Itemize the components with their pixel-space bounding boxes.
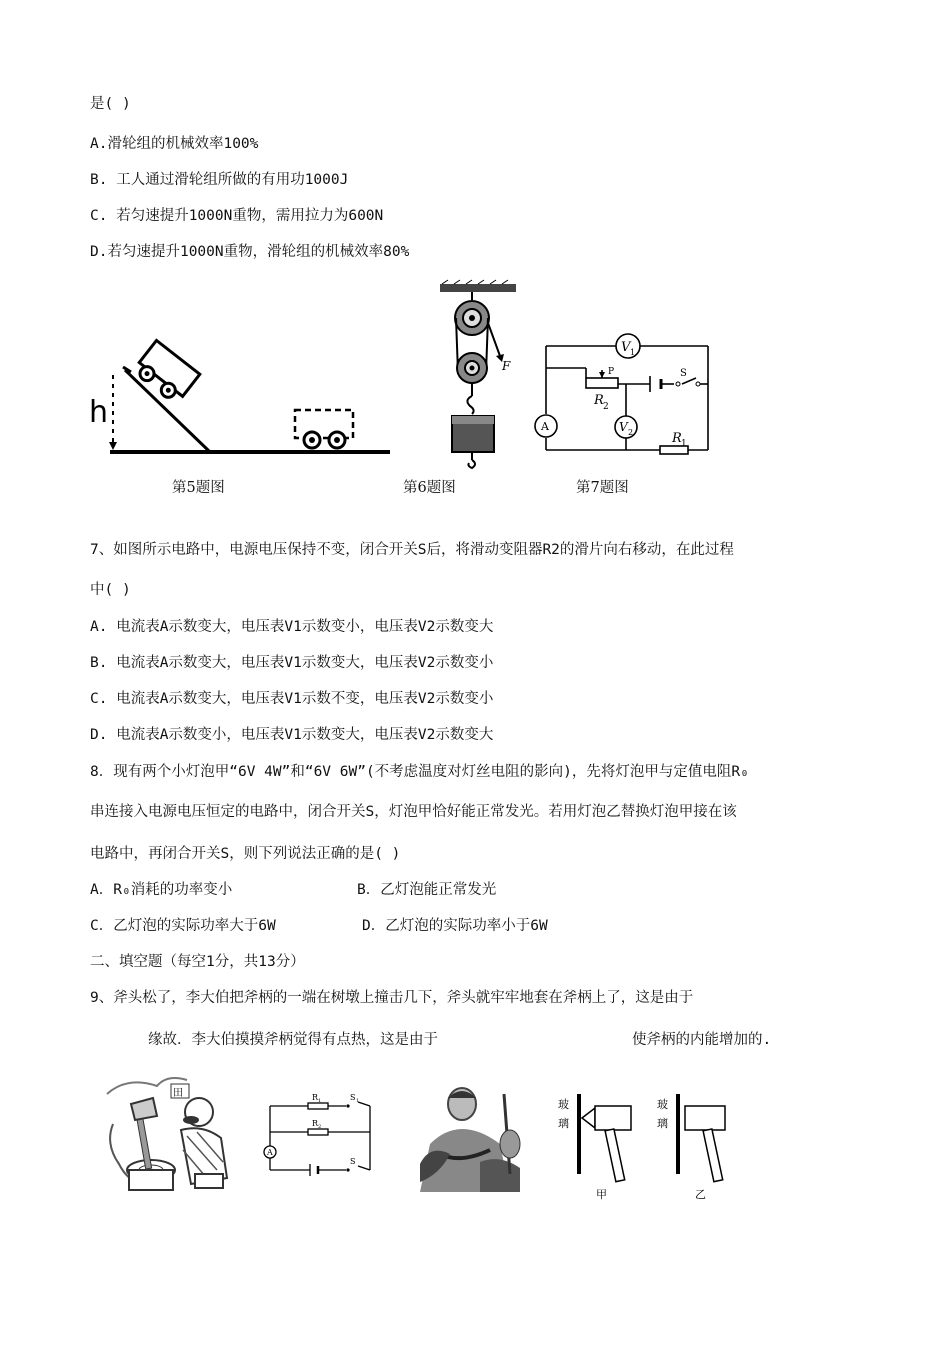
- fig6-F-label: F: [502, 359, 511, 373]
- q8-option-c: C．乙灯泡的实际功率大于6W: [90, 918, 276, 934]
- q9-line1: 9、斧头松了，李大伯把斧柄的一端在树墩上撞击几下，斧头就牢牢地套在斧柄上了，这是由于: [90, 990, 694, 1006]
- q8-stem-line3: 电路中，再闭合开关S，则下列说法正确的是( ): [90, 846, 401, 862]
- circuit-r1-sub: 1: [318, 1098, 322, 1104]
- fig7-s-label: S: [680, 368, 687, 379]
- parallel-circuit-figure: [264, 1094, 374, 1174]
- hammer-glass-figure: [555, 1090, 755, 1205]
- figure-5-incline: [85, 330, 395, 460]
- q8-stem-line2: 串连接入电源电压恒定的电路中，闭合开关S，灯泡甲恰好能正常发光。若用灯泡乙替换灯泡甲接在该: [90, 804, 737, 820]
- circuit-s-label: S: [350, 1157, 356, 1166]
- glass-left-char-1: 玻: [558, 1098, 569, 1111]
- fig7-p-label: P: [608, 367, 615, 377]
- fig7-caption: 第7题图: [576, 480, 629, 496]
- fig7-r2-sub: 2: [603, 402, 609, 412]
- figure-6-pulley: [438, 278, 528, 468]
- q6-option-b: B. 工人通过滑轮组所做的有用功1000J: [90, 172, 349, 188]
- fig5-h-label: h: [89, 395, 109, 430]
- q8-option-a: A．R₀消耗的功率变小: [90, 882, 233, 898]
- glass-left-char-2: 璃: [558, 1117, 569, 1130]
- q6-tail: 是( ): [90, 96, 131, 112]
- q8-stem-line1: 8．现有两个小灯泡甲“6V 4W”和“6V 6W”(不考虑温度对灯丝电阻的影向)，先将灯泡甲与定值电阻R₀: [90, 764, 749, 780]
- q8-option-d: D．乙灯泡的实际功率小于6W: [362, 918, 548, 934]
- section-2-heading: 二、填空题（每空1分，共13分）: [90, 954, 305, 970]
- circuit-s1-label: S: [350, 1093, 356, 1102]
- fig6-caption: 第6题图: [403, 480, 456, 496]
- house-window-label: 田: [173, 1088, 183, 1099]
- figure-7-circuit: [538, 336, 708, 456]
- q6-option-c: C. 若匀速提升1000N重物，需用拉力为600N: [90, 208, 384, 224]
- q7-stem-line2: 中( ): [90, 582, 131, 598]
- circuit-r2-sub: 2: [318, 1124, 322, 1130]
- circuit-s1-sub: 1: [356, 1098, 360, 1104]
- cartoon-axe-figure: [103, 1074, 243, 1192]
- q9-line2-a: 缘故．李大伯摸摸斧柄觉得有点热，这是由于: [148, 1032, 438, 1048]
- q9-line2-b: 使斧柄的内能增加的.: [632, 1032, 772, 1048]
- fig7-r1-sub: 1: [681, 439, 687, 449]
- q7-option-b: B. 电流表A示数变大，电压表V1示数变大，电压表V2示数变小: [90, 655, 494, 671]
- circuit-r1-label: R: [312, 1093, 319, 1102]
- q7-option-c: C. 电流表A示数变大，电压表V1示数不变，电压表V2示数变小: [90, 691, 494, 707]
- circuit-r2-label: R: [312, 1119, 319, 1128]
- fig7-v2-label: V: [619, 420, 628, 434]
- glass-right-char-2: 璃: [657, 1117, 668, 1130]
- fig7-r2-label: R: [594, 393, 604, 408]
- q7-stem-line1: 7、如图所示电路中，电源电压保持不变，闭合开关S后，将滑动变阻器R2的滑片向右移动，在此过程: [90, 542, 734, 558]
- yi-label: 乙: [695, 1188, 706, 1201]
- q7-option-a: A. 电流表A示数变大，电压表V1示数变小，电压表V2示数变大: [90, 619, 494, 635]
- q6-option-a: A.滑轮组的机械效率100%: [90, 136, 259, 152]
- q6-option-d: D.若匀速提升1000N重物，滑轮组的机械效率80%: [90, 244, 410, 260]
- glass-right-char-1: 玻: [657, 1098, 668, 1111]
- q7-option-d: D. 电流表A示数变小，电压表V1示数变大，电压表V2示数变大: [90, 727, 494, 743]
- person-photo: [400, 1074, 530, 1192]
- jia-label: 甲: [596, 1188, 607, 1201]
- fig7-v2-sub: 2: [628, 428, 634, 437]
- fig5-caption: 第5题图: [172, 480, 225, 496]
- fig7-v1-label: V: [621, 340, 631, 355]
- fig7-v1-sub: 1: [630, 348, 636, 357]
- fig7-r1-label: R: [672, 431, 682, 446]
- circuit-ammeter-label: A: [267, 1148, 273, 1157]
- q8-option-b: B．乙灯泡能正常发光: [357, 882, 497, 898]
- fig7-ammeter-label: A: [541, 420, 549, 433]
